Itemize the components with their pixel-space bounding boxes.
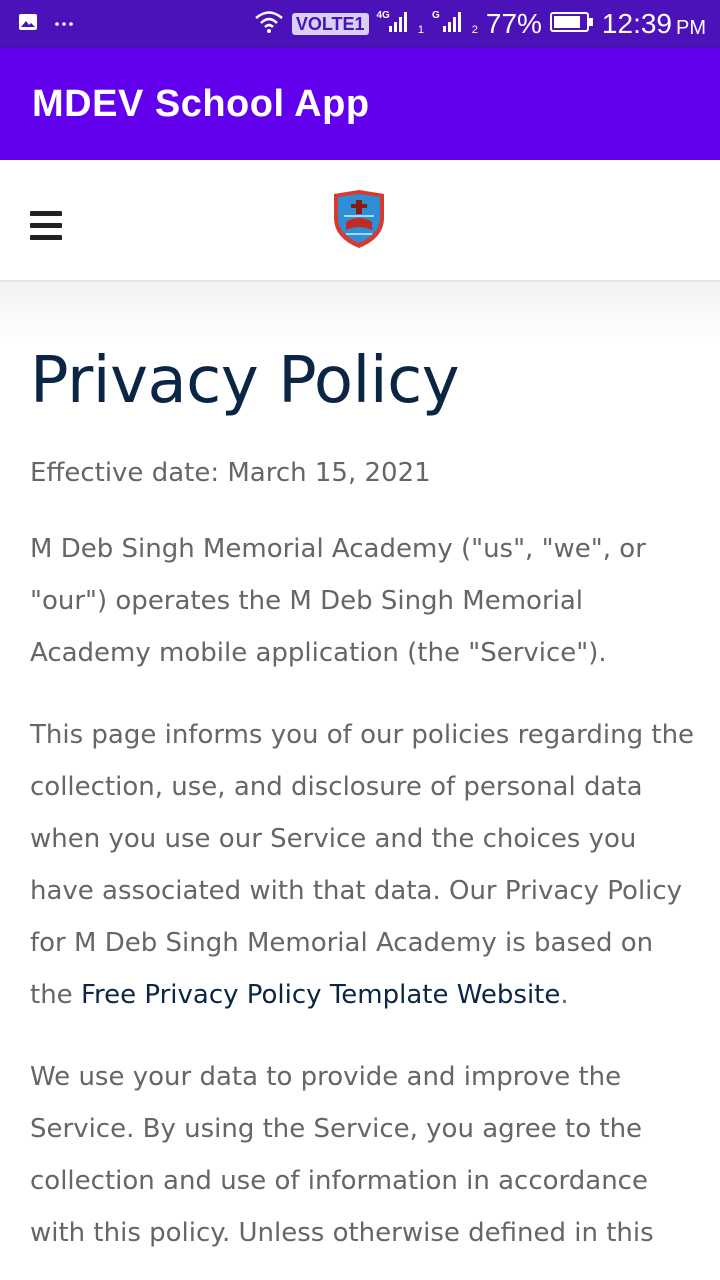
sim1-label: 1 [417,24,424,36]
page-title: Privacy Policy [30,344,460,418]
signal-sim2-icon [442,11,464,38]
site-header [0,160,720,282]
sim2-label: 2 [471,24,478,36]
volte-badge: VOLTE1 [292,13,369,35]
status-bar [0,0,720,48]
battery-percent: 77% [485,8,542,39]
more-dots-icon [54,12,74,36]
wifi-icon [254,10,284,39]
g-network-label: G [431,9,440,21]
effective-date: Effective date: March 15, 2021 [30,458,431,489]
usage-paragraph: We use your data to provide and improve the Service. By using the Service, you agree to the collection and use of information in accordance with this policy. Unless otherwise defined in this [30,1062,654,1249]
battery-icon [550,11,594,38]
clock-ampm: PM [676,16,706,39]
policy-paragraph-end: . [560,980,569,1011]
network-type-label: 4G [376,9,390,21]
intro-paragraph: M Deb Singh Memorial Academy ("us", "we", or "our") operates the M Deb Singh Memorial Academy mobile application (the "Service"). [30,534,646,669]
clock: 12:39 [601,8,672,39]
school-crest-logo[interactable] [330,188,388,250]
hamburger-icon[interactable] [30,211,62,241]
app-bar [0,48,720,160]
policy-paragraph-text: This page informs you of our policies regarding the collection, use, and disclosure of personal data when you use our Service and the choices you have associated with that data. Our Privacy Policy for M Deb Singh Memorial Academy is based on the [30,720,695,1011]
signal-sim1-icon [388,11,410,38]
header-shadow [0,282,720,342]
privacy-template-link[interactable]: Free Privacy Policy Template Website [80,980,561,1011]
main-content [30,340,695,1259]
policy-paragraph [30,709,695,1021]
app-title: MDEV School App [32,83,370,125]
image-icon [18,12,38,36]
